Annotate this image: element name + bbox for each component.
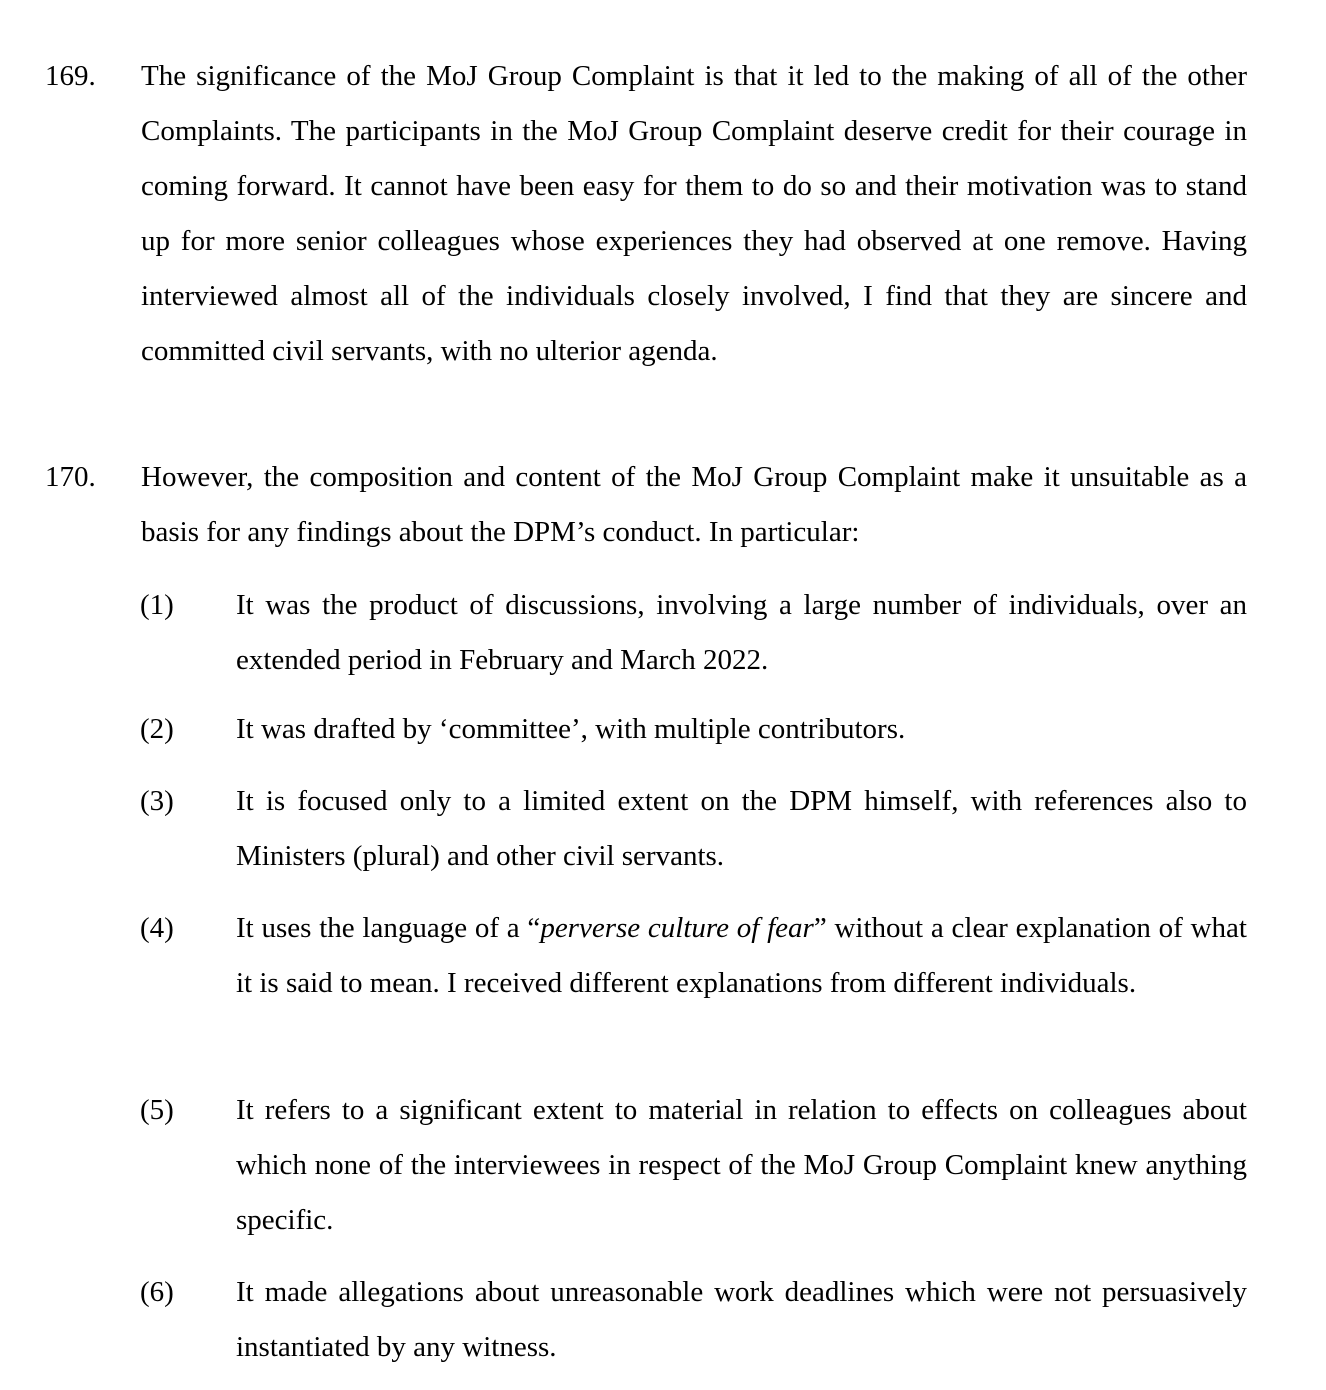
paragraph-number: 170. [45,461,96,493]
list-item-text: It made allegations about unreasonable work deadlines which were not persuasively instantiated by any witness. [236,1276,1247,1363]
paragraph-text: However, the composition and content of the MoJ Group Complaint make it unsuitable as a basis for any findings about the DPM’s conduct. In particular: [141,461,1247,548]
list-item-label: (6) [140,1276,174,1308]
list-item-text-after: ” without a clear explanation of what it is said to mean. I received different explanations from different individuals. [236,912,1247,999]
paragraph-169 [45,49,1247,379]
list-item-label: (5) [140,1094,174,1126]
paragraph-text: The significance of the MoJ Group Complaint is that it led to the making of all of the other Complaints. The participants in the MoJ Group Complaint deserve credit for their courage in coming forward. It cannot have been easy for them to do so and their motivation was to stand up for more senior colleagues whose experiences they had observed at one remove. Having interviewed almost all of the individuals closely involved, I find that they are sincere and committed civil servants, with no ulterior agenda. [141,60,1247,367]
list-item-5 [140,1083,1247,1248]
quoted-phrase: perverse culture of fear [540,912,814,944]
list-item-2 [140,702,1247,757]
list-item-label: (3) [140,785,174,817]
list-item-text-before: It uses the language of a “ [236,912,541,944]
list-item-text: It was the product of discussions, involving a large number of individuals, over an extended period in February and March 2022. [236,589,1247,676]
list-item-4 [140,901,1247,1011]
paragraph-170 [45,450,1247,560]
paragraph-number: 169. [45,60,96,92]
list-item-6 [140,1265,1247,1375]
list-item-text [236,901,1247,1011]
list-item-text: It is focused only to a limited extent on the DPM himself, with references also to Ministers (plural) and other civil servants. [236,785,1247,872]
list-item-label: (4) [140,912,174,944]
list-item-1 [140,578,1247,688]
list-item-text: It refers to a significant extent to material in relation to effects on colleagues about which none of the interviewees in respect of the MoJ Group Complaint knew anything specific. [236,1094,1247,1236]
list-item-label: (1) [140,589,174,621]
list-item-text: It was drafted by ‘committee’, with multiple contributors. [236,713,906,745]
list-item-3 [140,774,1247,884]
list-item-label: (2) [140,713,174,745]
